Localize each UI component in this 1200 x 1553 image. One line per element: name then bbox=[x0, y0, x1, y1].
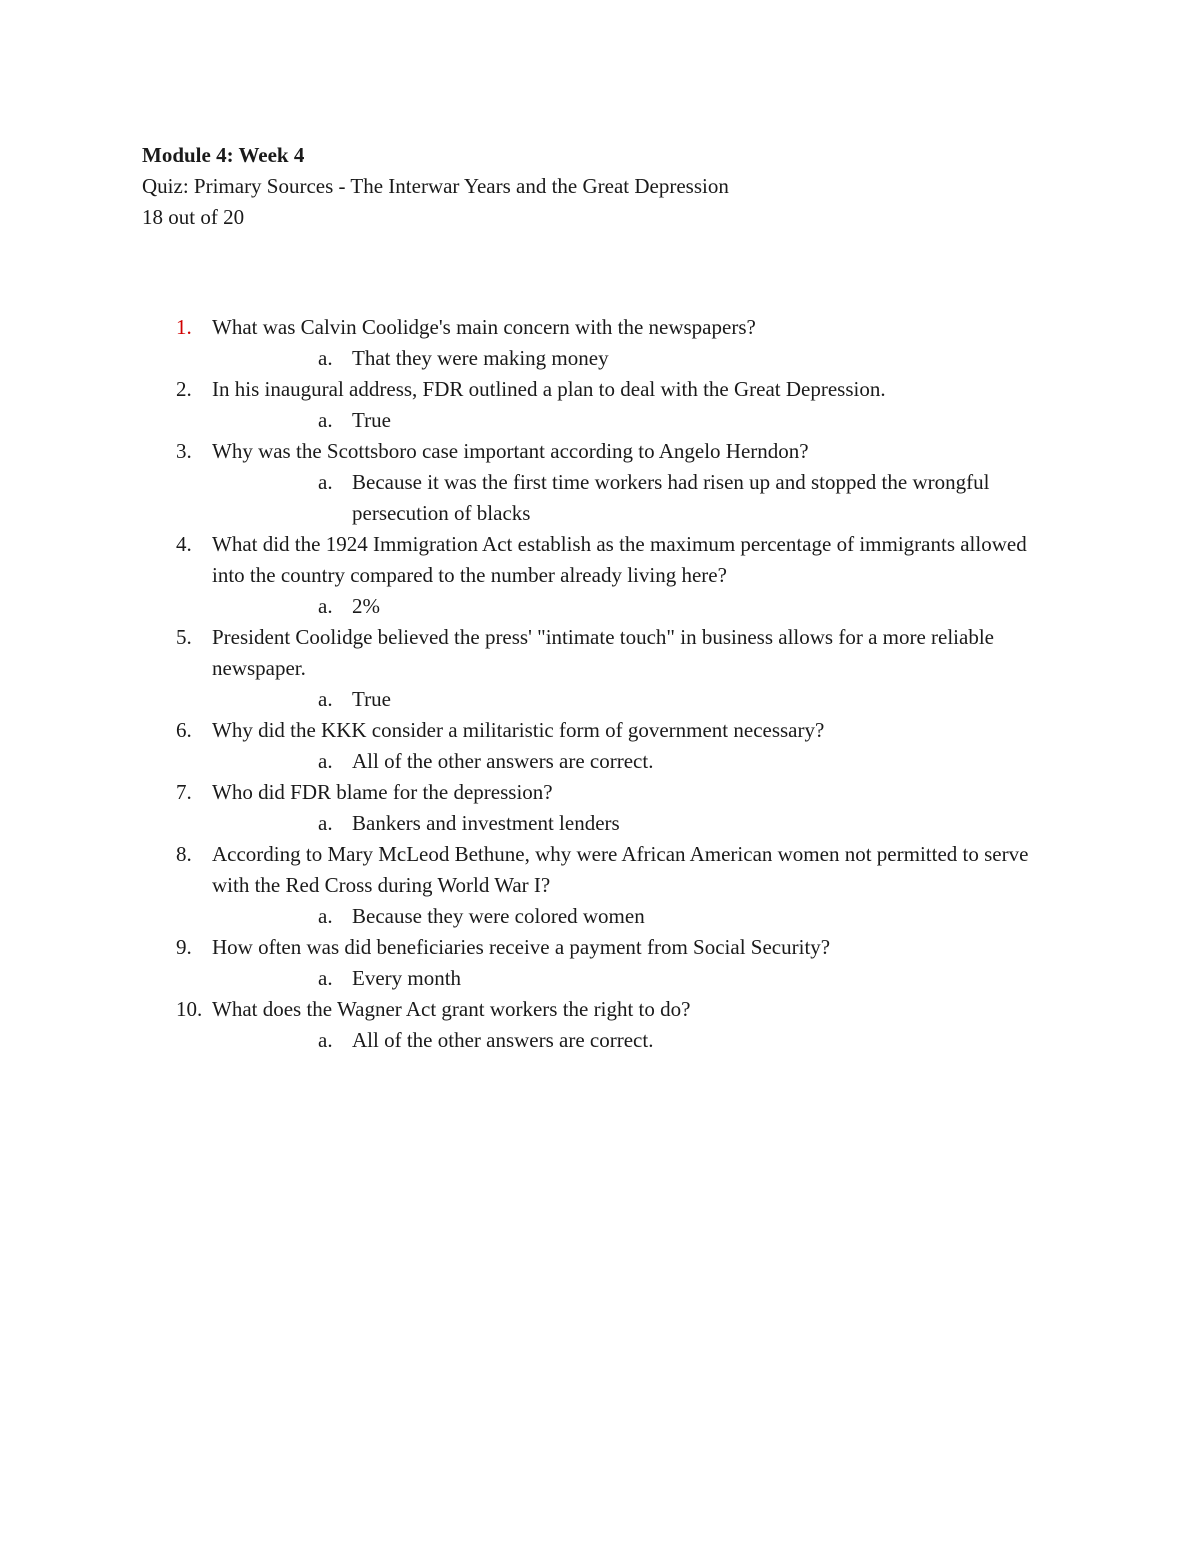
answer-text: Because they were colored women bbox=[352, 904, 645, 928]
question-text: What was Calvin Coolidge's main concern with the newspapers? bbox=[212, 315, 756, 339]
answer-item bbox=[212, 405, 1062, 436]
answer-item bbox=[212, 467, 1062, 529]
quiz-name: Quiz: Primary Sources - The Interwar Years and the Great Depression bbox=[142, 174, 729, 198]
question-number: 3. bbox=[176, 439, 192, 463]
question-number: 6. bbox=[176, 718, 192, 742]
question-list bbox=[142, 312, 1062, 1056]
question-text: President Coolidge believed the press' "intimate touch" in business allows for a more reliable newspaper. bbox=[212, 625, 994, 680]
question-item bbox=[142, 436, 1062, 529]
question-number: 1. bbox=[176, 315, 192, 339]
answer-letter: a. bbox=[318, 687, 333, 711]
answer-item bbox=[212, 684, 1062, 715]
question-number: 9. bbox=[176, 935, 192, 959]
question-text: According to Mary McLeod Bethune, why were African American women not permitted to serve with the Red Cross during World War I? bbox=[212, 842, 1029, 897]
question-item bbox=[142, 529, 1062, 622]
question-item bbox=[142, 374, 1062, 436]
answer-letter: a. bbox=[318, 346, 333, 370]
question-number: 7. bbox=[176, 780, 192, 804]
question-number: 5. bbox=[176, 625, 192, 649]
answer-letter: a. bbox=[318, 408, 333, 432]
question-text: Why did the KKK consider a militaristic form of government necessary? bbox=[212, 718, 825, 742]
question-item bbox=[142, 777, 1062, 839]
answer-item bbox=[212, 808, 1062, 839]
quiz-score: 18 out of 20 bbox=[142, 205, 245, 229]
question-item bbox=[142, 839, 1062, 932]
question-number: 2. bbox=[176, 377, 192, 401]
answer-item bbox=[212, 343, 1062, 374]
answer-item bbox=[212, 591, 1062, 622]
answer-text: Bankers and investment lenders bbox=[352, 811, 620, 835]
answer-text: That they were making money bbox=[352, 346, 609, 370]
answer-item bbox=[212, 1025, 1062, 1056]
module-title: Module 4: Week 4 bbox=[142, 143, 305, 167]
answer-text: True bbox=[352, 408, 391, 432]
answer-item bbox=[212, 963, 1062, 994]
answer-letter: a. bbox=[318, 811, 333, 835]
answer-item bbox=[212, 746, 1062, 777]
question-text: Who did FDR blame for the depression? bbox=[212, 780, 553, 804]
answer-text: Because it was the first time workers had risen up and stopped the wrongful persecution of blacks bbox=[352, 470, 990, 525]
answer-text: 2% bbox=[352, 594, 380, 618]
question-number: 10. bbox=[176, 997, 203, 1021]
question-item bbox=[142, 994, 1062, 1056]
question-text: What did the 1924 Immigration Act establish as the maximum percentage of immigrants allowed into the country compared to the number already living here? bbox=[212, 532, 1027, 587]
answer-letter: a. bbox=[318, 594, 333, 618]
answer-letter: a. bbox=[318, 749, 333, 773]
question-text: What does the Wagner Act grant workers the right to do? bbox=[212, 997, 691, 1021]
question-item bbox=[142, 932, 1062, 994]
question-text: In his inaugural address, FDR outlined a plan to deal with the Great Depression. bbox=[212, 377, 886, 401]
answer-item bbox=[212, 901, 1062, 932]
question-item bbox=[142, 622, 1062, 715]
answer-letter: a. bbox=[318, 966, 333, 990]
answer-text: Every month bbox=[352, 966, 462, 990]
question-number: 4. bbox=[176, 532, 192, 556]
answer-text: All of the other answers are correct. bbox=[352, 1028, 654, 1052]
document-header bbox=[142, 140, 1062, 233]
question-text: Why was the Scottsboro case important according to Angelo Herndon? bbox=[212, 439, 809, 463]
question-text: How often was did beneficiaries receive a payment from Social Security? bbox=[212, 935, 831, 959]
answer-letter: a. bbox=[318, 470, 333, 494]
answer-letter: a. bbox=[318, 1028, 333, 1052]
question-number: 8. bbox=[176, 842, 192, 866]
question-item bbox=[142, 312, 1062, 374]
answer-text: All of the other answers are correct. bbox=[352, 749, 654, 773]
question-item bbox=[142, 715, 1062, 777]
answer-text: True bbox=[352, 687, 391, 711]
answer-letter: a. bbox=[318, 904, 333, 928]
